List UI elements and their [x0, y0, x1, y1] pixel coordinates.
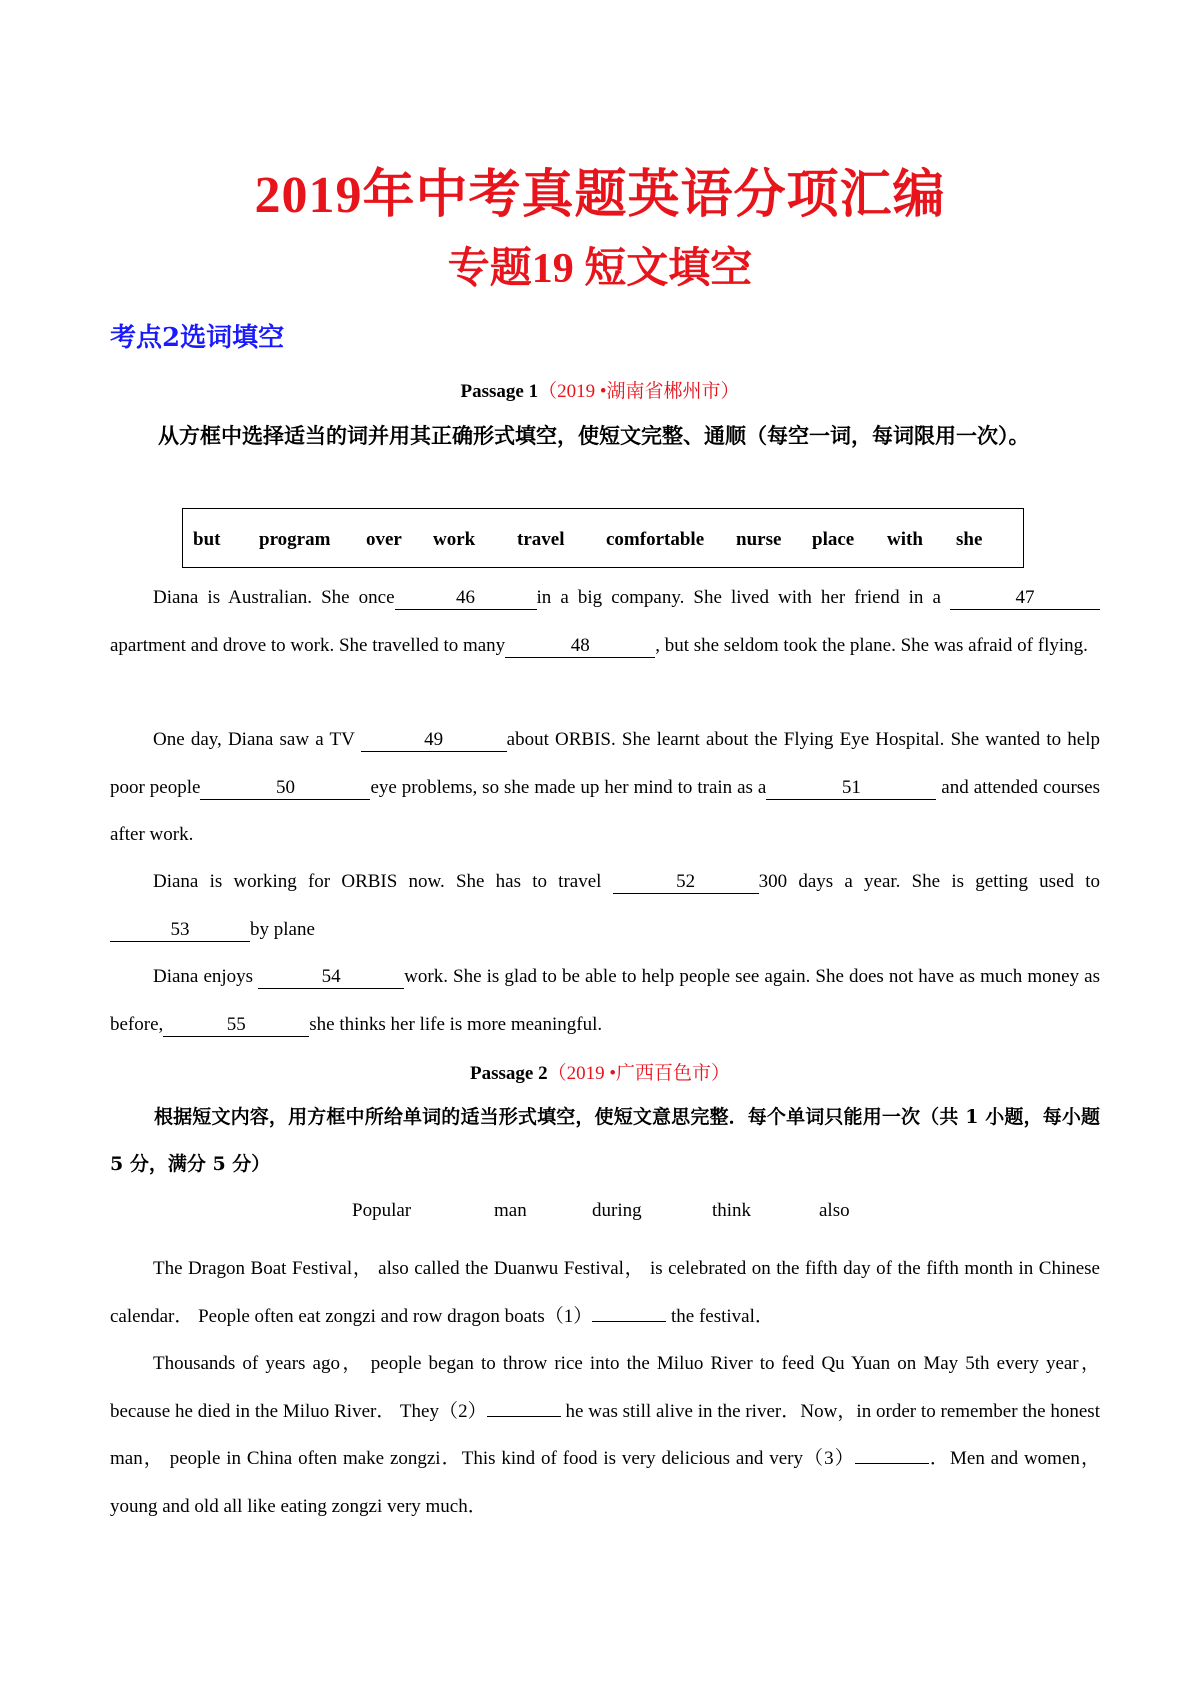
blank-48: 48 — [505, 635, 655, 658]
word-box-item: over — [366, 529, 402, 550]
word-list-item: man — [494, 1200, 527, 1221]
passage2-paragraph-1 — [110, 1245, 1100, 1340]
passage1-heading — [0, 376, 1200, 403]
word-box-item: travel — [517, 529, 565, 550]
word-box-item: program — [259, 529, 331, 550]
word-box-item: but — [193, 529, 221, 550]
passage2-word-list — [0, 1200, 1200, 1230]
paragraph-text: in a big company. She lived with her friend in a — [536, 587, 950, 608]
document-title: 2019年中考真题英语分项汇编 — [254, 167, 946, 224]
paragraph-text: apartment and drove to work. She travelled to many — [110, 634, 506, 656]
paragraph-text: Thousands of years ago， people began to throw rice into the Miluo River to feed Qu Yuan on May 5th every year， because he died in the Miluo River． They（2） — [110, 1353, 1100, 1422]
word-box-item: comfortable — [606, 529, 705, 550]
word-list-item: during — [592, 1200, 642, 1221]
passage2-label: Passage 2 — [470, 1063, 548, 1084]
passage1-instructions: 从方框中选择适当的词并用其正确形式填空，使短文完整、通顺（每空一词，每词限用一次）。 — [158, 423, 1030, 448]
paragraph-text: eye problems, so she made up her mind to train as a — [370, 776, 767, 798]
section-heading: 考点2选词填空 — [110, 323, 285, 353]
paragraph-text: , but she seldom took the plane. She was afraid of flying. — [655, 634, 1088, 656]
paragraph-text: the festival． — [666, 1305, 774, 1327]
passage1-source: （2019 •湖南省郴州市） — [538, 381, 740, 402]
paragraph-text: about ORBIS. She learnt about the Flying Eye Hospital. She wanted to help poor people — [110, 729, 1100, 798]
blank-52: 52 — [613, 871, 759, 894]
blank-1 — [592, 1303, 666, 1322]
paragraph-text: ．Men and women，young and old all like eating zongzi very much． — [110, 1448, 1100, 1517]
paragraph-text: and attended courses after work. — [110, 776, 1100, 845]
blank-55: 55 — [163, 1014, 309, 1037]
blank-3 — [855, 1445, 929, 1464]
blank-47: 47 — [950, 587, 1100, 610]
paragraph-text: Diana is Australian. She once — [153, 587, 395, 608]
blank-50: 50 — [200, 777, 370, 800]
paragraph-text: Diana is working for ORBIS now. She has to travel — [153, 871, 613, 892]
paragraph-text: One day, Diana saw a TV — [153, 729, 361, 750]
passage1-paragraph-2 — [110, 716, 1100, 859]
passage1-paragraph-3 — [110, 858, 1100, 953]
word-box-item: nurse — [736, 529, 782, 550]
passage1-paragraph-4 — [110, 953, 1100, 1048]
word-list-item: Popular — [352, 1200, 412, 1221]
passage2-heading — [0, 1058, 1200, 1085]
paragraph-text: by plane — [250, 918, 315, 940]
paragraph-text: Diana enjoys — [153, 966, 259, 987]
document-subtitle: 专题19 短文填空 — [447, 246, 753, 292]
blank-49: 49 — [361, 729, 507, 752]
passage1-paragraph-1 — [110, 574, 1100, 669]
passage2-paragraph-2 — [110, 1340, 1100, 1530]
blank-53: 53 — [110, 919, 250, 942]
passage1-label: Passage 1 — [460, 381, 539, 402]
paragraph-text: work. She is glad to be able to help people see again. She does not have as much money as before, — [110, 966, 1100, 1035]
word-box-item: place — [812, 529, 855, 550]
blank-2 — [487, 1398, 561, 1417]
blank-46: 46 — [395, 587, 537, 610]
word-box — [182, 508, 1024, 568]
word-list-item: also — [819, 1200, 850, 1221]
word-box-item: she — [956, 529, 983, 550]
passage2-instructions: 根据短文内容，用方框中所给单词的适当形式填空，使短文意思完整．每个单词只能用一次（共 1 小题，每小题 5 分，满分 5 分） — [110, 1106, 1100, 1175]
word-box-item: with — [887, 529, 923, 550]
word-box-item: work — [433, 529, 476, 550]
paragraph-text: The Dragon Boat Festival， also called the Duanwu Festival， is celebrated on the fifth day of the fifth month in Chinese calendar． People often eat zongzi and row dragon boats（1） — [110, 1258, 1100, 1327]
passage2-source: （2019 •广西百色市） — [547, 1063, 730, 1084]
blank-51: 51 — [766, 777, 936, 800]
paragraph-text: she thinks her life is more meaningful. — [309, 1013, 603, 1035]
paragraph-text: he was still alive in the river．Now，in order to remember the honest man， people in China often make zongzi．This kind of food is very delicious and very（3） — [110, 1400, 1100, 1469]
paragraph-text: 300 days a year. She is getting used to — [758, 871, 1100, 892]
blank-54: 54 — [258, 966, 404, 989]
word-list-item: think — [712, 1200, 752, 1221]
